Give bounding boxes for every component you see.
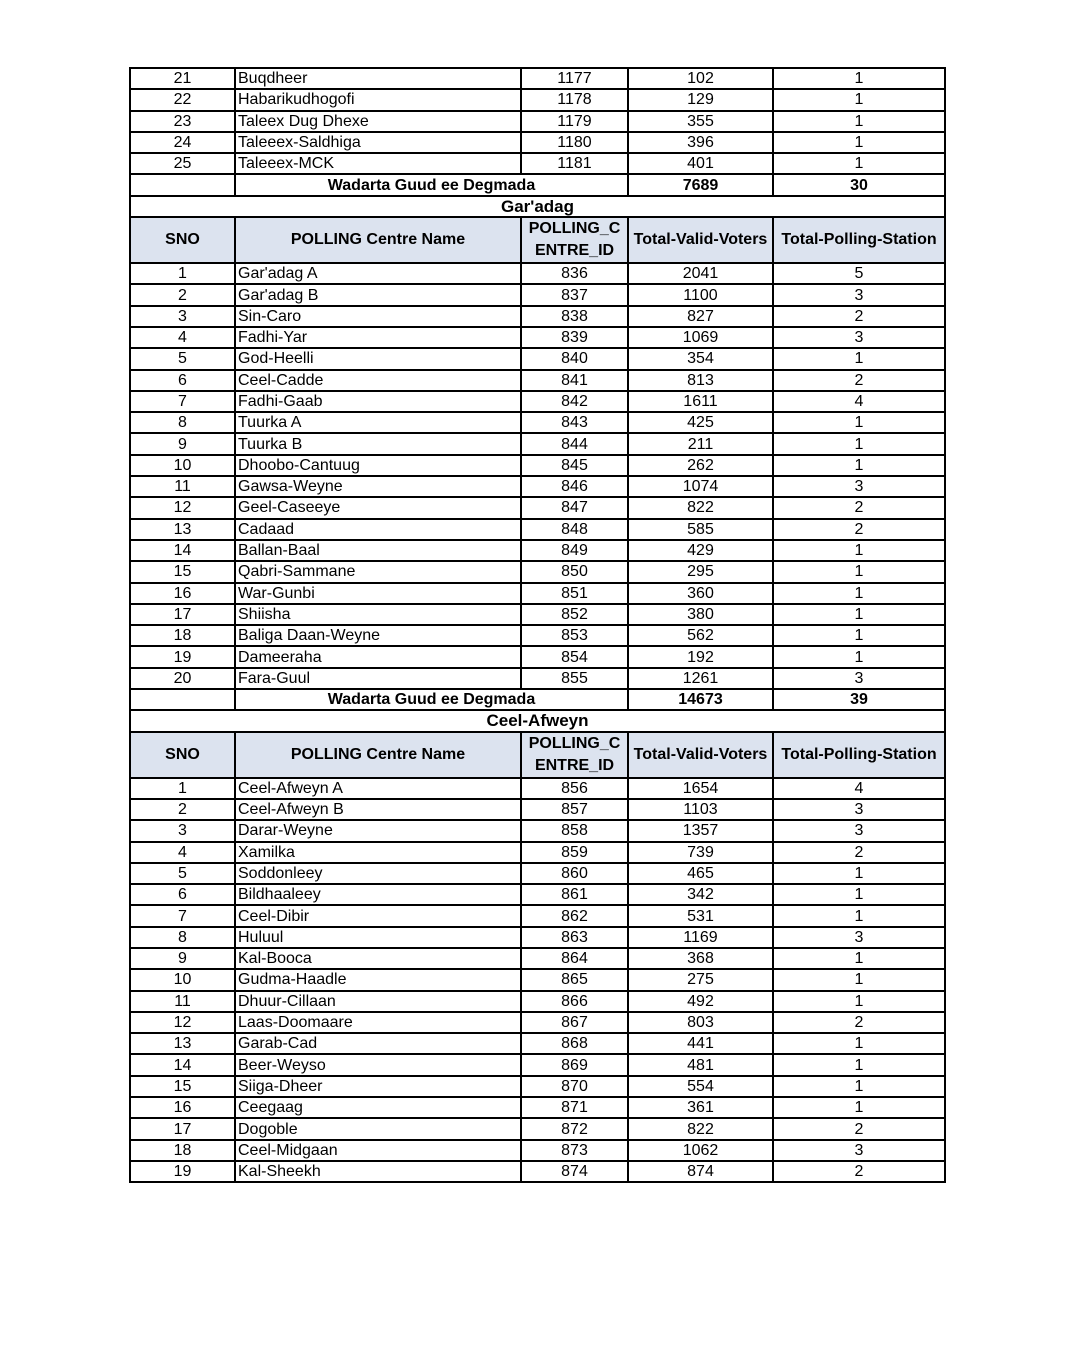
centre-name-cell: Kal-Sheekh <box>235 1161 521 1182</box>
polling-stations-cell: 3 <box>773 327 945 348</box>
district-total-row <box>130 174 945 195</box>
sno-cell: 6 <box>130 370 235 391</box>
table-row <box>130 540 945 561</box>
centre-id-cell: 867 <box>521 1012 628 1033</box>
centre-id-cell: 866 <box>521 991 628 1012</box>
centre-id-cell: 840 <box>521 348 628 369</box>
valid-voters-cell: 1069 <box>628 327 773 348</box>
centre-id-cell: 853 <box>521 625 628 646</box>
sno-cell: 11 <box>130 991 235 1012</box>
centre-id-cell: 855 <box>521 668 628 689</box>
total-label-cell: Wadarta Guud ee Degmada <box>235 689 628 710</box>
table-row <box>130 111 945 132</box>
valid-voters-cell: 822 <box>628 1118 773 1139</box>
valid-voters-cell: 1062 <box>628 1140 773 1161</box>
sno-cell: 10 <box>130 969 235 990</box>
polling-stations-cell: 1 <box>773 1054 945 1075</box>
polling-stations-cell: 1 <box>773 561 945 582</box>
table-row <box>130 455 945 476</box>
centre-id-cell: 859 <box>521 842 628 863</box>
valid-voters-cell: 275 <box>628 969 773 990</box>
valid-voters-cell: 354 <box>628 348 773 369</box>
table-row <box>130 969 945 990</box>
centre-name-cell: Baliga Daan-Weyne <box>235 625 521 646</box>
sno-cell: 18 <box>130 625 235 646</box>
polling-stations-cell: 1 <box>773 1033 945 1054</box>
sno-cell: 20 <box>130 668 235 689</box>
centre-name-cell: God-Heelli <box>235 348 521 369</box>
table-row <box>130 1097 945 1118</box>
table-row <box>130 433 945 454</box>
sno-cell: 21 <box>130 68 235 89</box>
polling-stations-cell: 1 <box>773 89 945 110</box>
centre-id-cell: 862 <box>521 905 628 926</box>
polling-centres-table <box>129 67 946 1183</box>
centre-id-cell: 839 <box>521 327 628 348</box>
centre-id-cell: 864 <box>521 948 628 969</box>
centre-name-cell: Tuurka A <box>235 412 521 433</box>
centre-id-cell: 865 <box>521 969 628 990</box>
sno-cell: 8 <box>130 412 235 433</box>
table-row <box>130 927 945 948</box>
centre-name-cell: Dogoble <box>235 1118 521 1139</box>
centre-id-cell: 848 <box>521 519 628 540</box>
valid-voters-cell: 1357 <box>628 820 773 841</box>
polling-stations-cell: 1 <box>773 153 945 174</box>
polling-stations-cell: 1 <box>773 905 945 926</box>
table-row <box>130 370 945 391</box>
table-row <box>130 863 945 884</box>
polling-stations-cell: 3 <box>773 476 945 497</box>
centre-name-cell: Laas-Doomaare <box>235 1012 521 1033</box>
table-row <box>130 1033 945 1054</box>
sno-cell: 14 <box>130 540 235 561</box>
centre-name-cell: Fadhi-Gaab <box>235 391 521 412</box>
table-row <box>130 68 945 89</box>
sno-cell: 24 <box>130 132 235 153</box>
centre-id-cell: 845 <box>521 455 628 476</box>
sno-cell: 16 <box>130 583 235 604</box>
centre-id-cell: 857 <box>521 799 628 820</box>
sno-cell: 13 <box>130 519 235 540</box>
centre-id-cell: 838 <box>521 306 628 327</box>
centre-id-cell: 858 <box>521 820 628 841</box>
centre-name-cell: Gar'adag B <box>235 284 521 305</box>
polling-stations-cell: 1 <box>773 455 945 476</box>
valid-voters-cell: 2041 <box>628 263 773 284</box>
centre-name-cell: Beer-Weyso <box>235 1054 521 1075</box>
sno-cell: 9 <box>130 948 235 969</box>
polling-stations-cell: 3 <box>773 820 945 841</box>
sno-cell: 17 <box>130 1118 235 1139</box>
polling-stations-cell: 2 <box>773 1161 945 1182</box>
centre-name-cell: Ceel-Cadde <box>235 370 521 391</box>
centre-id-cell: 863 <box>521 927 628 948</box>
polling-stations-cell: 1 <box>773 884 945 905</box>
centre-id-cell: 869 <box>521 1054 628 1075</box>
centre-id-cell: 854 <box>521 646 628 667</box>
table-row <box>130 476 945 497</box>
centre-id-cell: 1179 <box>521 111 628 132</box>
valid-voters-cell: 401 <box>628 153 773 174</box>
table-row <box>130 1012 945 1033</box>
header-centre-name: POLLING Centre Name <box>235 217 521 263</box>
sno-cell: 12 <box>130 497 235 518</box>
polling-stations-cell: 3 <box>773 284 945 305</box>
table-row <box>130 646 945 667</box>
polling-stations-cell: 2 <box>773 519 945 540</box>
valid-voters-cell: 368 <box>628 948 773 969</box>
district-total-row <box>130 689 945 710</box>
centre-name-cell: Dhoobo-Cantuug <box>235 455 521 476</box>
centre-id-cell: 847 <box>521 497 628 518</box>
valid-voters-cell: 295 <box>628 561 773 582</box>
polling-stations-cell: 1 <box>773 348 945 369</box>
valid-voters-cell: 554 <box>628 1076 773 1097</box>
table-row <box>130 604 945 625</box>
table-row <box>130 263 945 284</box>
polling-stations-cell: 1 <box>773 969 945 990</box>
table-row <box>130 1140 945 1161</box>
table-row <box>130 561 945 582</box>
centre-name-cell: Ceel-Dibir <box>235 905 521 926</box>
polling-stations-cell: 1 <box>773 625 945 646</box>
centre-name-cell: Taleeex-Saldhiga <box>235 132 521 153</box>
sno-cell: 11 <box>130 476 235 497</box>
total-voters-cell: 7689 <box>628 174 773 195</box>
polling-stations-cell: 4 <box>773 778 945 799</box>
valid-voters-cell: 803 <box>628 1012 773 1033</box>
table-row <box>130 1054 945 1075</box>
polling-stations-cell: 1 <box>773 132 945 153</box>
sno-cell: 4 <box>130 327 235 348</box>
valid-voters-cell: 425 <box>628 412 773 433</box>
table-row <box>130 327 945 348</box>
centre-name-cell: Tuurka B <box>235 433 521 454</box>
table-row <box>130 991 945 1012</box>
valid-voters-cell: 874 <box>628 1161 773 1182</box>
centre-id-cell: 1180 <box>521 132 628 153</box>
polling-stations-cell: 1 <box>773 433 945 454</box>
polling-stations-cell: 2 <box>773 1118 945 1139</box>
valid-voters-cell: 1654 <box>628 778 773 799</box>
centre-id-cell: 846 <box>521 476 628 497</box>
valid-voters-cell: 355 <box>628 111 773 132</box>
polling-stations-cell: 1 <box>773 540 945 561</box>
polling-stations-cell: 4 <box>773 391 945 412</box>
table-row <box>130 905 945 926</box>
centre-id-cell: 873 <box>521 1140 628 1161</box>
valid-voters-cell: 562 <box>628 625 773 646</box>
sno-cell: 1 <box>130 263 235 284</box>
valid-voters-cell: 211 <box>628 433 773 454</box>
polling-stations-cell: 2 <box>773 370 945 391</box>
table-row <box>130 519 945 540</box>
centre-id-cell: 870 <box>521 1076 628 1097</box>
sno-cell: 13 <box>130 1033 235 1054</box>
sno-cell: 18 <box>130 1140 235 1161</box>
valid-voters-cell: 1074 <box>628 476 773 497</box>
header-centre-id <box>521 217 628 263</box>
centre-name-cell: Dameeraha <box>235 646 521 667</box>
centre-name-cell: Darar-Weyne <box>235 820 521 841</box>
sno-cell: 14 <box>130 1054 235 1075</box>
district-title-row <box>130 710 945 731</box>
centre-id-cell: 856 <box>521 778 628 799</box>
centre-id-cell: 850 <box>521 561 628 582</box>
header-centre-id-text: POLLING_CENTRE_ID <box>528 734 621 774</box>
valid-voters-cell: 1611 <box>628 391 773 412</box>
centre-id-cell: 1181 <box>521 153 628 174</box>
table-row <box>130 348 945 369</box>
valid-voters-cell: 361 <box>628 1097 773 1118</box>
table-row <box>130 153 945 174</box>
sno-cell: 6 <box>130 884 235 905</box>
valid-voters-cell: 481 <box>628 1054 773 1075</box>
centre-name-cell: Siiga-Dheer <box>235 1076 521 1097</box>
centre-id-cell: 851 <box>521 583 628 604</box>
total-blank-cell <box>130 174 235 195</box>
centre-id-cell: 1177 <box>521 68 628 89</box>
table-row <box>130 820 945 841</box>
table-row <box>130 778 945 799</box>
polling-stations-cell: 2 <box>773 497 945 518</box>
valid-voters-cell: 827 <box>628 306 773 327</box>
polling-stations-cell: 1 <box>773 991 945 1012</box>
table-header-row <box>130 732 945 778</box>
header-centre-id <box>521 732 628 778</box>
centre-id-cell: 860 <box>521 863 628 884</box>
centre-name-cell: Ceel-Afweyn A <box>235 778 521 799</box>
centre-id-cell: 837 <box>521 284 628 305</box>
table-row <box>130 391 945 412</box>
centre-id-cell: 842 <box>521 391 628 412</box>
sno-cell: 23 <box>130 111 235 132</box>
valid-voters-cell: 396 <box>628 132 773 153</box>
centre-name-cell: Bildhaaleey <box>235 884 521 905</box>
sno-cell: 15 <box>130 1076 235 1097</box>
sno-cell: 16 <box>130 1097 235 1118</box>
centre-name-cell: Ceel-Midgaan <box>235 1140 521 1161</box>
valid-voters-cell: 813 <box>628 370 773 391</box>
sno-cell: 10 <box>130 455 235 476</box>
centre-name-cell: Cadaad <box>235 519 521 540</box>
centre-name-cell: Habarikudhogofi <box>235 89 521 110</box>
table-row <box>130 1076 945 1097</box>
sno-cell: 4 <box>130 842 235 863</box>
valid-voters-cell: 262 <box>628 455 773 476</box>
valid-voters-cell: 1100 <box>628 284 773 305</box>
total-voters-cell: 14673 <box>628 689 773 710</box>
sno-cell: 19 <box>130 1161 235 1182</box>
valid-voters-cell: 441 <box>628 1033 773 1054</box>
sno-cell: 2 <box>130 284 235 305</box>
table-row <box>130 1161 945 1182</box>
table-row <box>130 842 945 863</box>
district-title-row <box>130 196 945 217</box>
table-row <box>130 625 945 646</box>
polling-stations-cell: 3 <box>773 799 945 820</box>
centre-name-cell: Huluul <box>235 927 521 948</box>
table-row <box>130 884 945 905</box>
valid-voters-cell: 380 <box>628 604 773 625</box>
table-row <box>130 948 945 969</box>
centre-id-cell: 841 <box>521 370 628 391</box>
polling-stations-cell: 1 <box>773 111 945 132</box>
polling-stations-cell: 2 <box>773 1012 945 1033</box>
header-sno: SNO <box>130 732 235 778</box>
table-row <box>130 306 945 327</box>
valid-voters-cell: 342 <box>628 884 773 905</box>
centre-name-cell: Ceegaag <box>235 1097 521 1118</box>
total-label-cell: Wadarta Guud ee Degmada <box>235 174 628 195</box>
centre-id-cell: 844 <box>521 433 628 454</box>
table-row <box>130 1118 945 1139</box>
polling-stations-cell: 1 <box>773 863 945 884</box>
centre-id-cell: 871 <box>521 1097 628 1118</box>
centre-id-cell: 852 <box>521 604 628 625</box>
valid-voters-cell: 129 <box>628 89 773 110</box>
district-title: Gar'adag <box>130 196 945 217</box>
table-row <box>130 284 945 305</box>
centre-name-cell: Gudma-Haadle <box>235 969 521 990</box>
centre-id-cell: 868 <box>521 1033 628 1054</box>
centre-id-cell: 861 <box>521 884 628 905</box>
district-title: Ceel-Afweyn <box>130 710 945 731</box>
valid-voters-cell: 429 <box>628 540 773 561</box>
centre-name-cell: Dhuur-Cillaan <box>235 991 521 1012</box>
table-row <box>130 132 945 153</box>
centre-name-cell: Taleeex-MCK <box>235 153 521 174</box>
sno-cell: 2 <box>130 799 235 820</box>
polling-stations-cell: 1 <box>773 583 945 604</box>
table-row <box>130 668 945 689</box>
total-stations-cell: 39 <box>773 689 945 710</box>
sno-cell: 25 <box>130 153 235 174</box>
sno-cell: 3 <box>130 820 235 841</box>
centre-name-cell: Sin-Caro <box>235 306 521 327</box>
sno-cell: 7 <box>130 905 235 926</box>
valid-voters-cell: 1103 <box>628 799 773 820</box>
polling-stations-cell: 3 <box>773 927 945 948</box>
table-row <box>130 89 945 110</box>
polling-stations-cell: 2 <box>773 306 945 327</box>
sno-cell: 5 <box>130 863 235 884</box>
sno-cell: 15 <box>130 561 235 582</box>
sno-cell: 17 <box>130 604 235 625</box>
table-row <box>130 497 945 518</box>
centre-name-cell: Gawsa-Weyne <box>235 476 521 497</box>
header-polling-stations: Total-Polling-Station <box>773 732 945 778</box>
polling-centres-sheet <box>129 67 944 1183</box>
table-row <box>130 412 945 433</box>
centre-id-cell: 849 <box>521 540 628 561</box>
centre-name-cell: Qabri-Sammane <box>235 561 521 582</box>
sno-cell: 3 <box>130 306 235 327</box>
valid-voters-cell: 585 <box>628 519 773 540</box>
valid-voters-cell: 192 <box>628 646 773 667</box>
polling-stations-cell: 1 <box>773 412 945 433</box>
centre-id-cell: 843 <box>521 412 628 433</box>
header-valid-voters: Total-Valid-Voters <box>628 217 773 263</box>
total-blank-cell <box>130 689 235 710</box>
centre-name-cell: Ceel-Afweyn B <box>235 799 521 820</box>
valid-voters-cell: 739 <box>628 842 773 863</box>
sno-cell: 22 <box>130 89 235 110</box>
table-row <box>130 799 945 820</box>
header-polling-stations: Total-Polling-Station <box>773 217 945 263</box>
sno-cell: 7 <box>130 391 235 412</box>
centre-name-cell: War-Gunbi <box>235 583 521 604</box>
centre-name-cell: Kal-Booca <box>235 948 521 969</box>
polling-stations-cell: 1 <box>773 646 945 667</box>
centre-name-cell: Ballan-Baal <box>235 540 521 561</box>
table-header-row <box>130 217 945 263</box>
polling-stations-cell: 1 <box>773 604 945 625</box>
valid-voters-cell: 1169 <box>628 927 773 948</box>
valid-voters-cell: 822 <box>628 497 773 518</box>
polling-stations-cell: 5 <box>773 263 945 284</box>
centre-name-cell: Soddonleey <box>235 863 521 884</box>
centre-name-cell: Geel-Caseeye <box>235 497 521 518</box>
sno-cell: 1 <box>130 778 235 799</box>
sno-cell: 8 <box>130 927 235 948</box>
header-sno: SNO <box>130 217 235 263</box>
sno-cell: 12 <box>130 1012 235 1033</box>
centre-name-cell: Garab-Cad <box>235 1033 521 1054</box>
valid-voters-cell: 102 <box>628 68 773 89</box>
header-centre-id-text: POLLING_CENTRE_ID <box>528 220 621 260</box>
polling-stations-cell: 1 <box>773 68 945 89</box>
polling-stations-cell: 1 <box>773 948 945 969</box>
polling-stations-cell: 3 <box>773 1140 945 1161</box>
polling-stations-cell: 3 <box>773 668 945 689</box>
polling-stations-cell: 1 <box>773 1076 945 1097</box>
header-centre-name: POLLING Centre Name <box>235 732 521 778</box>
sno-cell: 5 <box>130 348 235 369</box>
valid-voters-cell: 360 <box>628 583 773 604</box>
valid-voters-cell: 531 <box>628 905 773 926</box>
centre-id-cell: 874 <box>521 1161 628 1182</box>
centre-name-cell: Buqdheer <box>235 68 521 89</box>
centre-name-cell: Xamilka <box>235 842 521 863</box>
polling-stations-cell: 1 <box>773 1097 945 1118</box>
valid-voters-cell: 465 <box>628 863 773 884</box>
centre-id-cell: 836 <box>521 263 628 284</box>
polling-stations-cell: 2 <box>773 842 945 863</box>
centre-name-cell: Fara-Guul <box>235 668 521 689</box>
table-row <box>130 583 945 604</box>
valid-voters-cell: 1261 <box>628 668 773 689</box>
centre-id-cell: 872 <box>521 1118 628 1139</box>
centre-name-cell: Gar'adag A <box>235 263 521 284</box>
total-stations-cell: 30 <box>773 174 945 195</box>
sno-cell: 19 <box>130 646 235 667</box>
header-valid-voters: Total-Valid-Voters <box>628 732 773 778</box>
valid-voters-cell: 492 <box>628 991 773 1012</box>
centre-name-cell: Fadhi-Yar <box>235 327 521 348</box>
centre-name-cell: Taleex Dug Dhexe <box>235 111 521 132</box>
centre-name-cell: Shiisha <box>235 604 521 625</box>
sno-cell: 9 <box>130 433 235 454</box>
centre-id-cell: 1178 <box>521 89 628 110</box>
